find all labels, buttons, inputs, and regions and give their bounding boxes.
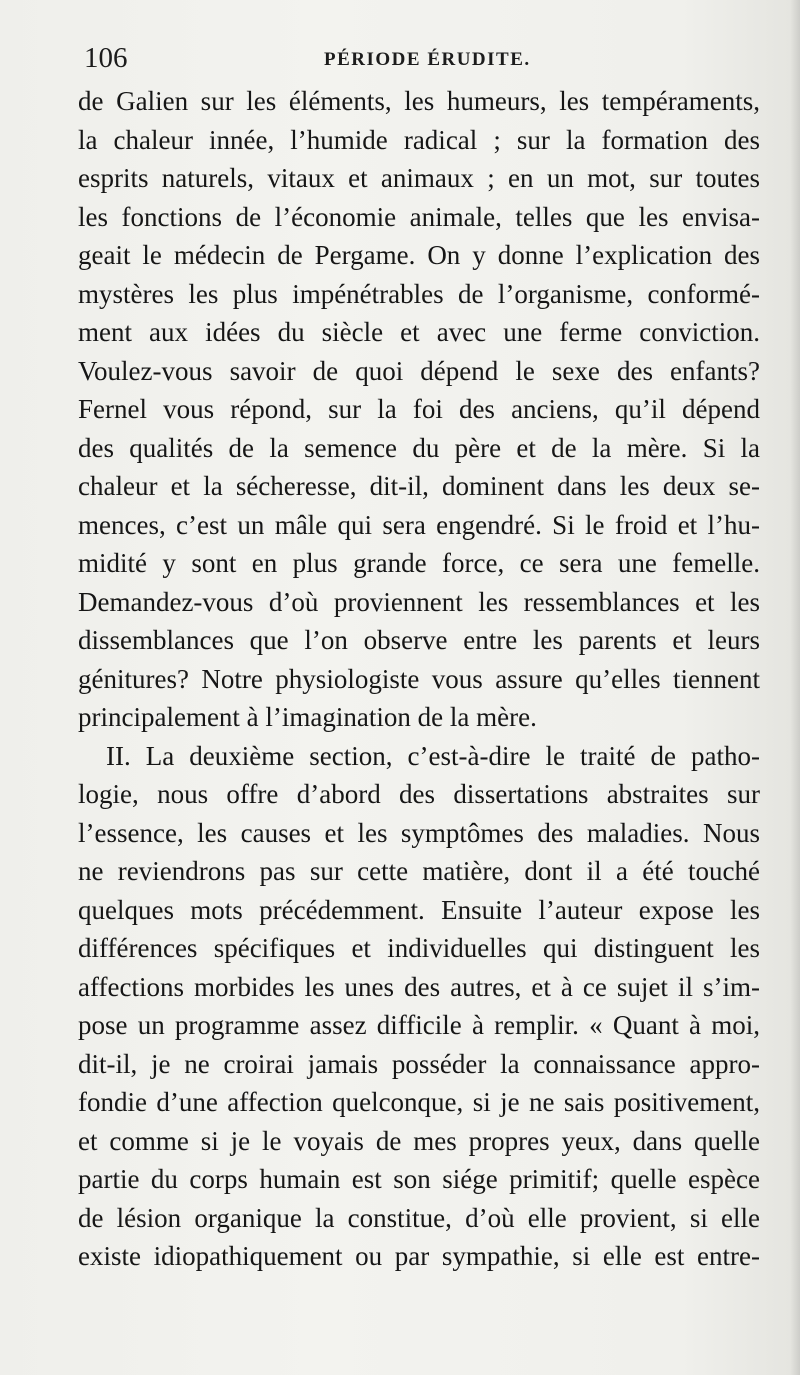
paragraph-end-line: principalement à l’imagination de la mère. (78, 702, 537, 732)
text-line: chaleur et la sécheresse, dit-il, dominent dans les deux se- (78, 471, 760, 501)
text-line: affections morbides les unes des autres, et à ce sujet il s’im- (78, 971, 760, 1002)
text-line: de Galien sur les éléments, les humeurs, les tempéraments, (78, 86, 760, 116)
text-line: de lésion organique la constitue, d’où elle provient, si elle (78, 1202, 760, 1233)
text-line: midité y sont en plus grande force, ce sera une femelle. (78, 548, 760, 578)
text-line: l’essence, les causes et les symptômes des maladies. Nous (78, 817, 760, 848)
text-line: génitures? Notre physiologiste vous assure qu’elles tiennent (78, 663, 760, 694)
text-line: la chaleur innée, l’humide radical ; sur la formation des (78, 124, 760, 155)
text-line: logie, nous offre d’abord des dissertations abstraites sur (78, 779, 760, 809)
running-head (84, 40, 774, 76)
text-line: différences spécifiques et individuelles qui distinguent les (78, 933, 760, 963)
paragraph-start-line: II. La deuxième section, c’est-à-dire le traité de patho- (106, 740, 760, 771)
text-line: fondie d’une affection quelconque, si je ne sais positivement, (78, 1087, 760, 1117)
text-line: geait le médecin de Pergame. On y donne l’explication des (78, 240, 760, 270)
page-number: 106 (84, 42, 128, 74)
page-edge-shadow (790, 0, 800, 1375)
text-line: existe idiopathiquement ou par sympathie, si elle est entre- (78, 1241, 760, 1271)
text-line: partie du corps humain est son siége primitif; quelle espèce (78, 1164, 760, 1194)
text-line: esprits naturels, vitaux et animaux ; en un mot, sur toutes (78, 163, 760, 193)
text-line: dissemblances que l’on observe entre les parents et leurs (78, 625, 760, 655)
text-line: dit-il, je ne croirai jamais posséder la connaissance appro- (78, 1048, 760, 1079)
text-line: Voulez-vous savoir de quoi dépend le sexe des enfants? (78, 355, 760, 386)
text-line: des qualités de la semence du père et de la mère. Si la (78, 432, 760, 463)
text-line: Demandez-vous d’où proviennent les ressemblances et les (78, 586, 760, 617)
text-line: ne reviendrons pas sur cette matière, dont il a été touché (78, 856, 760, 886)
text-line: et comme si je le voyais de mes propres yeux, dans quelle (78, 1125, 760, 1156)
body-text (78, 82, 760, 1276)
text-line: pose un programme assez difficile à remplir. « Quant à moi, (78, 1010, 760, 1040)
text-line: mences, c’est un mâle qui sera engendré. Si le froid et l’hu- (78, 509, 760, 540)
text-line: quelques mots précédemment. Ensuite l’auteur expose les (78, 894, 760, 925)
text-line: mystères les plus impénétrables de l’organisme, conformé- (78, 278, 760, 309)
text-line: ment aux idées du siècle et avec une ferme conviction. (78, 317, 760, 347)
running-title: PÉRIODE ÉRUDITE. (324, 49, 531, 70)
text-line: Fernel vous répond, sur la foi des anciens, qu’il dépend (78, 394, 760, 424)
text-line: les fonctions de l’économie animale, telles que les envisa- (78, 201, 760, 232)
